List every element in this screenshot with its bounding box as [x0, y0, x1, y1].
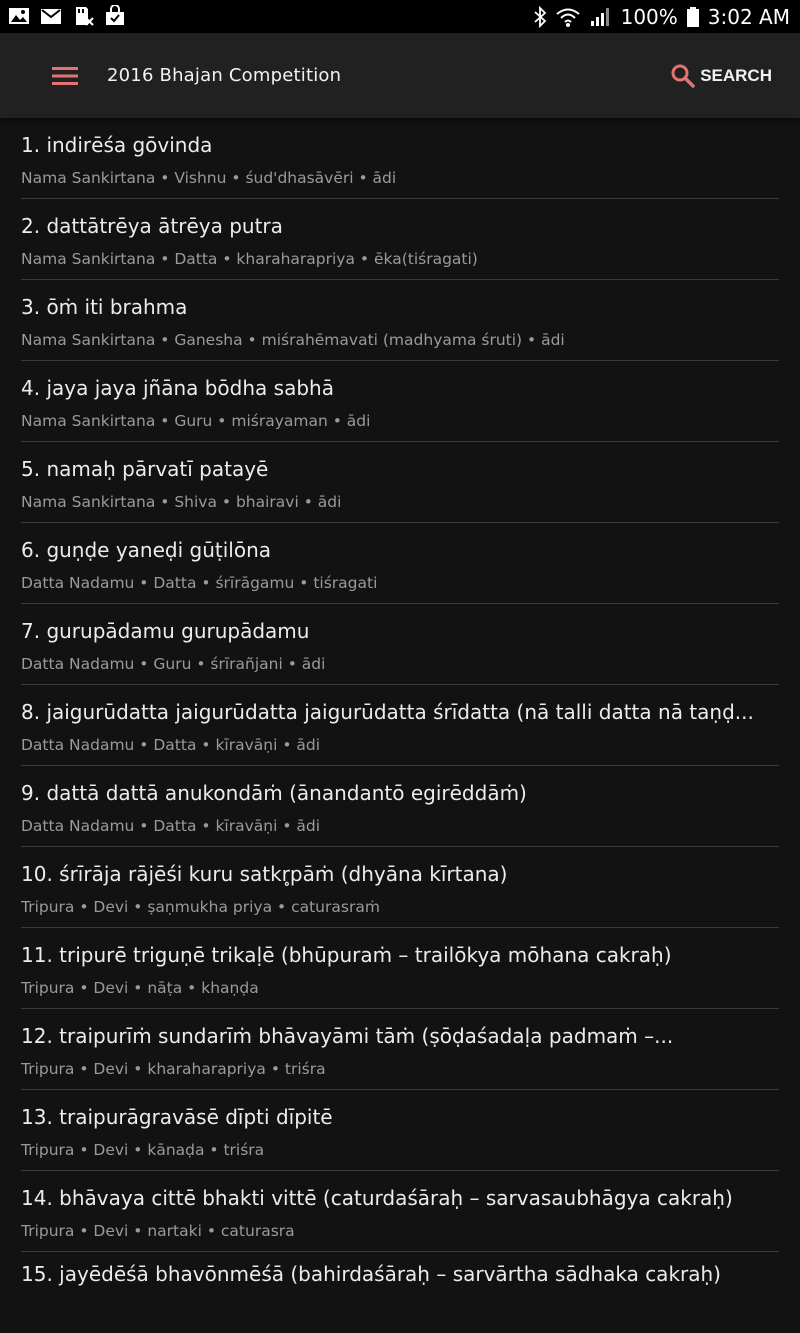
- signal-icon: [589, 6, 613, 28]
- wifi-icon: [555, 6, 581, 28]
- bhajan-details: Datta Nadamu • Guru • śrīrañjani • ādi: [21, 655, 326, 673]
- bhajan-details: Nama Sankirtana • Ganesha • miśrahēmavati (madhyama śruti) • ādi: [21, 331, 565, 349]
- list-item[interactable]: [0, 928, 800, 1009]
- bhajan-details: Nama Sankirtana • Guru • miśrayaman • ādi: [21, 412, 371, 430]
- list-item[interactable]: [0, 442, 800, 523]
- notification-icons: [8, 5, 126, 27]
- bluetooth-icon: [533, 6, 547, 28]
- list-item[interactable]: [0, 1171, 800, 1252]
- list-item[interactable]: [0, 199, 800, 280]
- search-button[interactable]: [670, 59, 772, 93]
- list-item[interactable]: [0, 685, 800, 766]
- gallery-icon: [8, 5, 30, 27]
- list-item[interactable]: [0, 847, 800, 928]
- bhajan-details: Tripura • Devi • nartaki • caturasra: [21, 1222, 295, 1240]
- bhajan-title: 10. śrīrāja rājēśi kuru satkr̥pāṁ (dhyāna kīrtana): [21, 862, 508, 886]
- shopping-bag-icon: [104, 5, 126, 27]
- bhajan-title: 7. gurupādamu gurupādamu: [21, 619, 310, 643]
- app-bar: [0, 33, 800, 118]
- bhajan-details: Datta Nadamu • Datta • śrīrāgamu • tiśragati: [21, 574, 378, 592]
- list-item[interactable]: [0, 766, 800, 847]
- bhajan-details: Tripura • Devi • kharaharapriya • triśra: [21, 1060, 326, 1078]
- bhajan-title: 11. tripurē triguṇē trikaḷē (bhūpuraṁ – trailōkya mōhana cakraḥ): [21, 943, 672, 967]
- list-item[interactable]: [0, 1090, 800, 1171]
- bhajan-details: Tripura • Devi • nāṭa • khaṇḍa: [21, 979, 259, 997]
- bhajan-title: 8. jaigurūdatta jaigurūdatta jaigurūdatta śrīdatta (nā talli datta nā taṇḍ...: [21, 700, 754, 724]
- bhajan-details: Datta Nadamu • Datta • kīravāṇi • ādi: [21, 817, 321, 835]
- list-item[interactable]: [0, 361, 800, 442]
- bhajan-details: Nama Sankirtana • Datta • kharaharapriya • ēka(tiśragati): [21, 250, 478, 268]
- bhajan-details: Tripura • Devi • kānaḍa • triśra: [21, 1141, 265, 1159]
- battery-icon: [686, 6, 700, 28]
- sd-card-icon: [72, 5, 94, 27]
- clock: 3:02 AM: [707, 4, 790, 29]
- bhajan-title: 6. guṇḍe yaneḍi gūṭilōna: [21, 538, 272, 562]
- battery-percent: 100%: [620, 4, 678, 29]
- list-item[interactable]: [0, 1252, 800, 1333]
- list-item[interactable]: [0, 280, 800, 361]
- list-item[interactable]: [0, 604, 800, 685]
- page-title: 2016 Bhajan Competition: [107, 65, 342, 86]
- hamburger-menu-icon: [52, 66, 78, 86]
- bhajan-list: [0, 118, 800, 1333]
- list-item[interactable]: [0, 118, 800, 199]
- list-item[interactable]: [0, 1009, 800, 1090]
- bhajan-title: 3. ōṁ iti brahma: [21, 295, 188, 319]
- menu-button[interactable]: [44, 55, 86, 97]
- bhajan-details: Tripura • Devi • ṣaṇmukha priya • caturasraṁ: [21, 898, 380, 916]
- status-bar: [0, 0, 800, 33]
- bhajan-title: 9. dattā dattā anukondāṁ (ānandantō egirēddāṁ): [21, 781, 527, 805]
- bhajan-details: Nama Sankirtana • Shiva • bhairavi • ādi: [21, 493, 342, 511]
- bhajan-title: 13. traipurāgravāsē dīpti dīpitē: [21, 1105, 333, 1129]
- gmail-icon: [40, 5, 62, 27]
- bhajan-title: 1. indirēśa gōvinda: [21, 133, 213, 157]
- bhajan-details: Datta Nadamu • Datta • kīravāṇi • ādi: [21, 736, 321, 754]
- bhajan-title: 15. jayēdēśā bhavōnmēśā (bahirdaśāraḥ – sarvārtha sādhaka cakraḥ): [21, 1262, 721, 1286]
- bhajan-title: 2. dattātrēya ātrēya putra: [21, 214, 283, 238]
- bhajan-title: 4. jaya jaya jñāna bōdha sabhā: [21, 376, 334, 400]
- bhajan-title: 12. traipurīṁ sundarīṁ bhāvayāmi tāṁ (ṣōḍaśadaḷa padmaṁ –...: [21, 1024, 674, 1048]
- bhajan-details: Nama Sankirtana • Vishnu • śud'dhasāvēri • ādi: [21, 169, 397, 187]
- search-label: SEARCH: [700, 66, 772, 85]
- bhajan-title: 14. bhāvaya cittē bhakti vittē (caturdaśāraḥ – sarvasaubhāgya cakraḥ): [21, 1186, 733, 1210]
- search-icon: [670, 63, 696, 89]
- bhajan-title: 5. namaḥ pārvatī patayē: [21, 457, 269, 481]
- list-item[interactable]: [0, 523, 800, 604]
- system-status: [533, 0, 790, 33]
